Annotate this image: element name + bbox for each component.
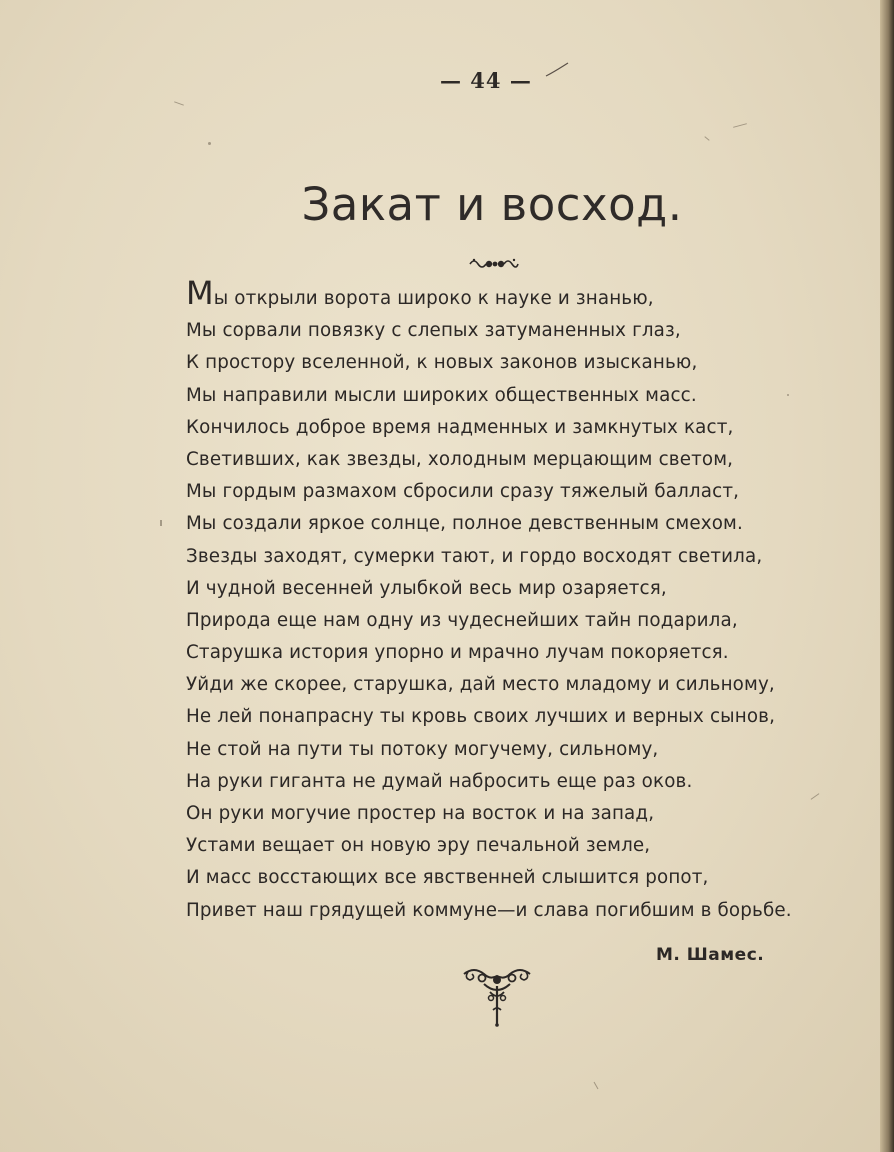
paper-speck bbox=[174, 101, 184, 105]
poem-line: Звезды заходят, сумерки тают, и гордо восходят светила, bbox=[186, 545, 763, 567]
author-signature: М. Шамес. bbox=[656, 945, 765, 965]
poem-line: Мы создали яркое солнце, полное девственным смехом. bbox=[186, 513, 743, 535]
floral-vignette-icon bbox=[468, 256, 520, 272]
paper-speck bbox=[208, 142, 211, 145]
poem-line: Он руки могучие простер на восток и на запад, bbox=[186, 803, 655, 824]
paper-speck bbox=[594, 1082, 599, 1089]
paper-speck bbox=[733, 123, 747, 128]
poem-line: Не лей понапрасну ты кровь своих лучших и верных сынов, bbox=[186, 706, 776, 728]
poem-line: И чудной весенней улыбкой весь мир озаряется, bbox=[186, 577, 667, 599]
poem-line: Мы направили мысли широких общественных масс. bbox=[186, 384, 697, 406]
first-line-text: ы открыли ворота широко к науке и знанью, bbox=[213, 288, 654, 309]
page-number: — 44 — bbox=[440, 68, 550, 93]
poem-line-first bbox=[186, 274, 826, 315]
book-spine-edge bbox=[880, 0, 894, 1152]
poem-line: Не стой на пути ты потоку могучему, сильному, bbox=[186, 738, 659, 760]
drop-cap: М bbox=[186, 274, 214, 312]
poem-line: На руки гиганта не думай набросить еще раз оков. bbox=[186, 770, 693, 792]
poem-title: Закат и восход. bbox=[301, 178, 683, 231]
paper-speck bbox=[160, 520, 162, 526]
pencil-mark-icon bbox=[544, 62, 570, 78]
poem-line: И масс восстающих все явственней слышится ропот, bbox=[186, 867, 709, 889]
poem-line: Мы сорвали повязку с слепых затуманенных глаз, bbox=[186, 320, 681, 342]
poem-line: Мы гордым размахом сбросили сразу тяжелый балласт, bbox=[186, 481, 740, 503]
poem-line: Старушка история упорно и мрачно лучам покоряется. bbox=[186, 642, 729, 664]
poem-body bbox=[186, 274, 826, 927]
poem-line: Природа еще нам одну из чудеснейших тайн подарила, bbox=[186, 609, 738, 631]
poem-line: Светивших, как звезды, холодным мерцающим светом, bbox=[186, 448, 734, 470]
poem-line: Привет наш грядущей коммуне—и слава погибшим в борьбе. bbox=[186, 899, 792, 921]
poem-line: К простору вселенной, к новых законов изысканью, bbox=[186, 352, 698, 374]
paper-speck bbox=[704, 136, 709, 141]
poem-line: Уйди же скорее, старушка, дай место младому и сильному, bbox=[186, 674, 775, 696]
fleuron-ornament-icon bbox=[460, 966, 534, 1028]
poem-line: Кончилось доброе время надменных и замкнутых каст, bbox=[186, 416, 734, 438]
poem-line: Устами вещает он новую эру печальной земле, bbox=[186, 835, 651, 857]
